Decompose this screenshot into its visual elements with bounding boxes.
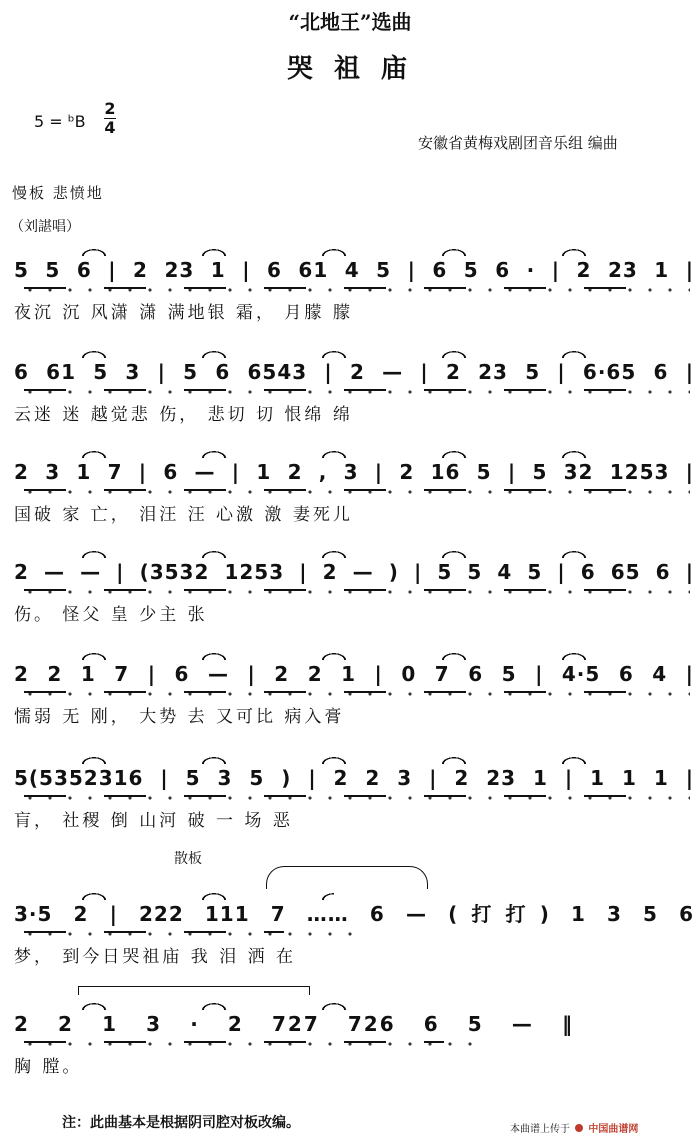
lyric-line: 伤。 怪父 皇 少主 张 — [14, 605, 208, 625]
footer-source-label: 本曲谱上传于 — [510, 1124, 570, 1135]
notation-line: 2 2 1 3 · 2 727 726 6 5 — ‖ — [14, 1012, 574, 1036]
key-label: 5 = ᵇB — [34, 112, 86, 131]
score-row-1 — [14, 250, 694, 360]
lyric-line: 肓， 社稷 倒 山河 破 一 场 恶 — [14, 811, 293, 831]
time-denominator: 4 — [104, 118, 116, 137]
composer-credit: 安徽省黄梅戏剧团音乐组 编曲 — [418, 134, 618, 152]
time-signature — [104, 100, 116, 137]
notation-line: 6 61 5 3 | 5 6 6543 | 2 — | 2 23 5 | 6·65 6 | — [14, 360, 694, 384]
subtitle: “北地王”选曲 — [288, 10, 412, 34]
notation-line: 5 5 6 | 2 23 1 | 6 61 4 5 | 6 5 6 · | 2 23 1 | — [14, 258, 694, 282]
page-title: 哭 祖 庙 — [286, 54, 414, 84]
footer-source — [510, 1120, 638, 1135]
lyric-line: 胸 膛。 — [14, 1057, 83, 1077]
notation-line: 2 2 1 7 | 6 — | 2 2 1 | 0 7 6 5 | 4·5 6 4 | — [14, 662, 694, 686]
tempo-marking: 慢板 悲愤地 — [12, 184, 104, 202]
site-logo-text: 中国曲谱网 — [588, 1124, 639, 1135]
footnote: 注：此曲基本是根据阴司腔对板改编。 — [62, 1115, 300, 1131]
role-marking: （刘諶唱） — [10, 219, 80, 235]
lyric-line: 懦弱 无 刚， 大势 去 又可比 病入膏 — [14, 707, 345, 727]
notation-line: 2 — — | (3532 1253 | 2 — ) | 5 5 4 5 | 6 65 6 | — [14, 560, 694, 584]
lyric-line: 云迷 迷 越觉悲 伤， 悲切 切 恨绵 绵 — [14, 405, 353, 425]
site-logo-icon — [575, 1124, 583, 1132]
notation-line: 2 3 1 7 | 6 — | 1 2 , 3 | 2 16 5 | 5 32 1253 | — [14, 460, 694, 484]
lyric-line: 夜沉 沉 风潇 潇 满地银 霜， 月朦 朦 — [14, 303, 353, 323]
score-row-8 — [14, 1004, 694, 1114]
notation-line: 3·5 2 | 222 111 7 …… 6 — (打打) 1 3 5 6 — [14, 902, 694, 926]
notation-line: 5(5352316 | 5 3 5 ) | 2 2 3 | 2 23 1 | 1 1 1 | — [14, 766, 694, 790]
score-row-6 — [14, 758, 694, 868]
tempo-marking-free: 散板 — [174, 851, 202, 867]
score-row-3 — [14, 452, 694, 562]
lyric-line: 梦， 到今日哭祖庙 我 泪 洒 在 — [14, 947, 297, 967]
score-row-5 — [14, 654, 694, 764]
key-signature — [34, 112, 86, 131]
score-row-2 — [14, 352, 694, 462]
score-row-4 — [14, 552, 694, 662]
time-numerator: 2 — [104, 99, 116, 118]
lyric-line: 国破 家 亡， 泪汪 汪 心激 激 妻死儿 — [14, 505, 353, 525]
